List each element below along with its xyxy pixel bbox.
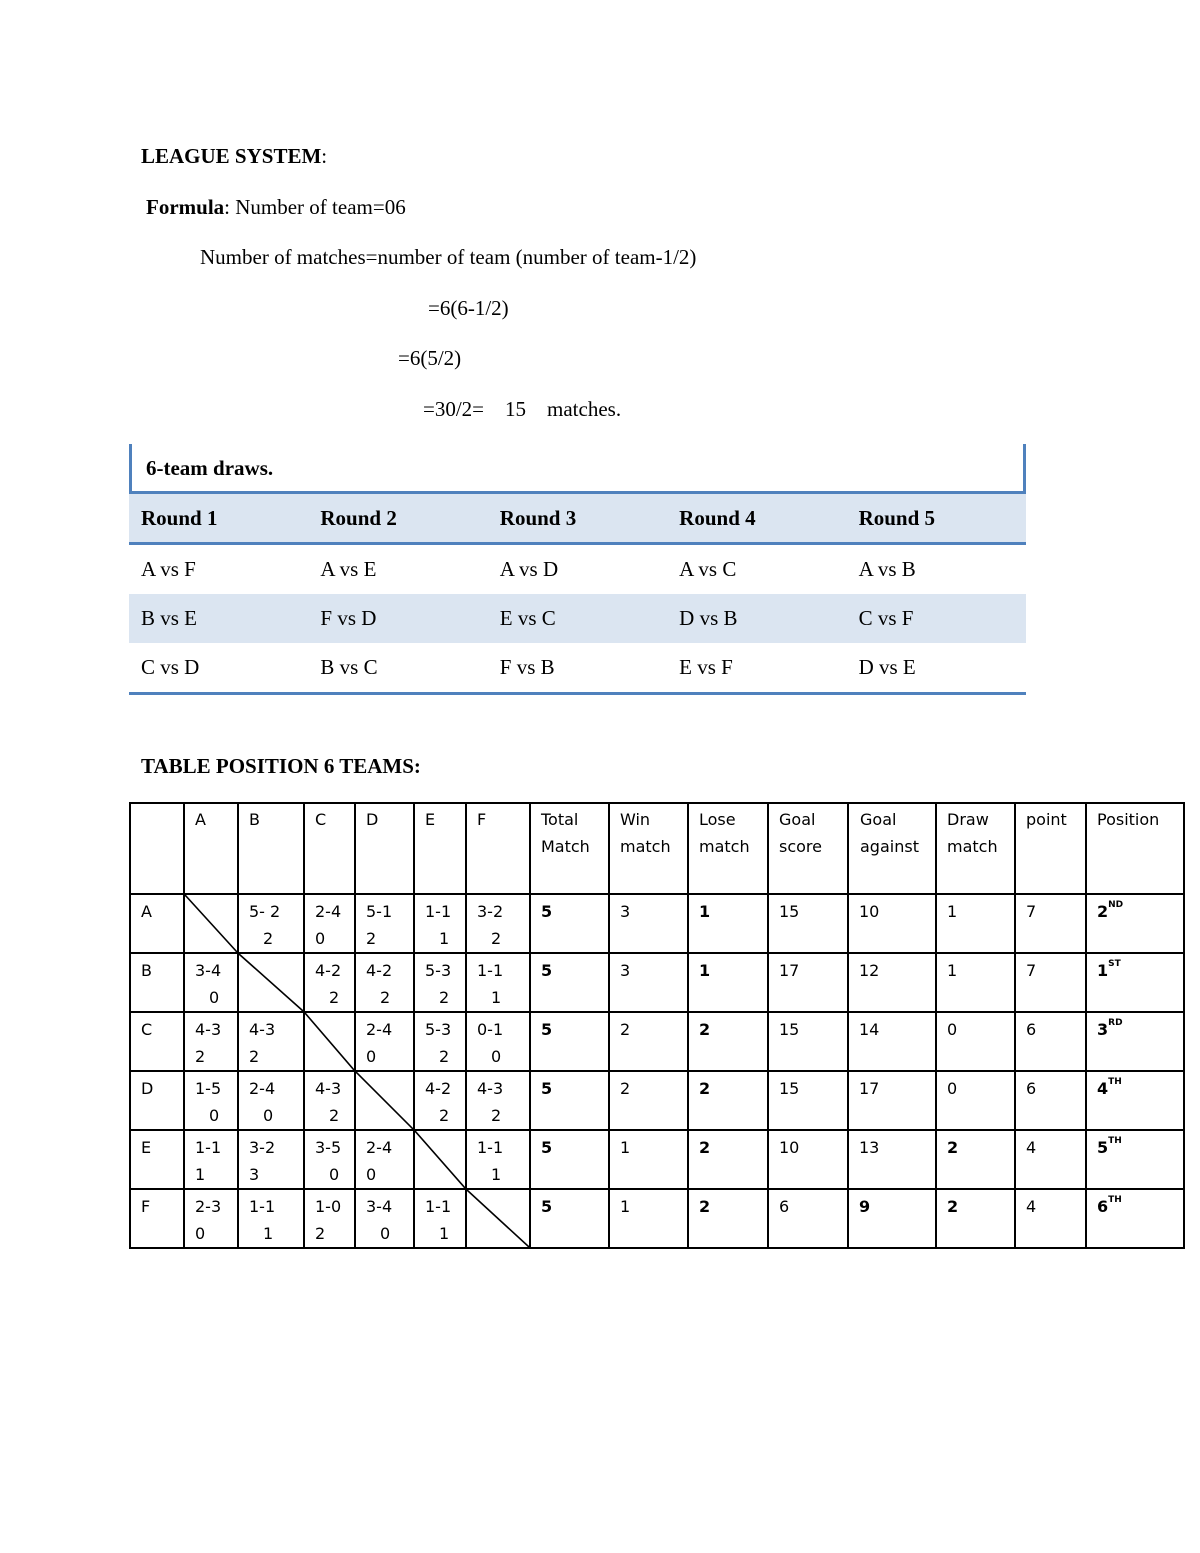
score-cell	[414, 894, 466, 953]
standings-header-cell: Win match	[609, 803, 688, 894]
stat-point: 7	[1015, 894, 1086, 953]
team-label: D	[130, 1071, 184, 1130]
score-result: 4-3	[195, 1020, 222, 1039]
standings-header-cell: point	[1015, 803, 1086, 894]
stat-total: 5	[530, 1012, 609, 1071]
stat-total: 5	[530, 1189, 609, 1248]
diagonal-cell	[355, 1071, 414, 1130]
score-result: 3-5	[315, 1138, 342, 1157]
score-points: 3	[249, 1165, 260, 1184]
stat-win: 1	[609, 1130, 688, 1189]
diagonal-cell	[238, 953, 304, 1012]
score-cell	[304, 894, 355, 953]
team-label: C	[130, 1012, 184, 1071]
score-cell	[355, 1189, 414, 1248]
draws-row	[129, 594, 1026, 643]
score-cell	[355, 1012, 414, 1071]
position-number: 2	[1097, 902, 1109, 921]
standings-header-cell: Goal score	[768, 803, 848, 894]
score-points: 0	[209, 1106, 220, 1125]
position-number: 4	[1097, 1079, 1109, 1098]
draws-cell: B vs E	[129, 594, 308, 643]
position-cell	[1086, 1071, 1184, 1130]
draws-header-row	[129, 494, 1026, 544]
stat-lose: 2	[688, 1012, 768, 1071]
score-result: 5-1	[366, 902, 393, 921]
score-cell	[414, 1071, 466, 1130]
stat-point: 6	[1015, 1012, 1086, 1071]
formula-line-4: =6(5/2)	[398, 346, 462, 370]
draws-cell: A vs F	[141, 557, 196, 581]
score-points: 0	[315, 929, 326, 948]
stat-draw: 2	[936, 1130, 1015, 1189]
stat-total: 5	[530, 1071, 609, 1130]
draws-cell: E vs F	[667, 643, 846, 694]
score-result: 3-4	[195, 961, 222, 980]
score-result: 4-3	[477, 1079, 504, 1098]
diagonal-cell	[304, 1012, 355, 1071]
score-cell	[466, 953, 530, 1012]
formula-line	[146, 195, 406, 219]
standings-row	[130, 1189, 1184, 1248]
stat-ga: 13	[848, 1130, 936, 1189]
draws-cell: B vs C	[308, 643, 487, 694]
standings-title: TABLE POSITION 6 TEAMS:	[141, 754, 421, 778]
score-result: 2-4	[366, 1020, 393, 1039]
draws-header-cell: Round 4	[667, 494, 846, 544]
score-cell	[304, 1189, 355, 1248]
standings-row	[130, 894, 1184, 953]
standings-header-cell: Total Match	[530, 803, 609, 894]
score-points: 2	[329, 988, 340, 1007]
standings-header-cell: F	[466, 803, 530, 894]
score-points: 2	[249, 1047, 260, 1066]
standings-row	[130, 953, 1184, 1012]
position-suffix: ND	[1108, 900, 1124, 910]
score-points: 2	[380, 988, 391, 1007]
score-result: 1-1	[477, 961, 504, 980]
heading-text: LEAGUE SYSTEM	[141, 144, 322, 168]
position-cell	[1086, 1130, 1184, 1189]
standings-header-cell: Draw match	[936, 803, 1015, 894]
score-result: 3-2	[477, 902, 504, 921]
score-result: 5-3	[425, 961, 452, 980]
stat-total: 5	[530, 953, 609, 1012]
score-points: 1	[195, 1165, 206, 1184]
stat-gs: 10	[768, 1130, 848, 1189]
standings-header-cell	[130, 803, 184, 894]
score-cell	[238, 894, 304, 953]
score-points: 2	[491, 929, 502, 948]
score-points: 2	[491, 1106, 502, 1125]
draws-cell: D vs B	[667, 594, 846, 643]
diagonal-line	[467, 1190, 529, 1247]
score-cell	[466, 1012, 530, 1071]
score-result: 1-1	[249, 1197, 276, 1216]
stat-lose: 1	[688, 894, 768, 953]
score-result: 4-3	[249, 1020, 276, 1039]
stat-point: 4	[1015, 1130, 1086, 1189]
stat-point: 4	[1015, 1189, 1086, 1248]
score-cell	[238, 1130, 304, 1189]
heading-colon: :	[321, 144, 328, 168]
score-points: 2	[263, 929, 274, 948]
stat-win: 1	[609, 1189, 688, 1248]
score-points: 2	[366, 929, 377, 948]
stat-ga: 17	[848, 1071, 936, 1130]
score-cell	[184, 1130, 238, 1189]
score-cell	[466, 1130, 530, 1189]
diagonal-line	[356, 1072, 413, 1129]
standings-header-cell: Position	[1086, 803, 1184, 894]
score-result: 3-2	[249, 1138, 276, 1157]
score-points: 2	[315, 1224, 326, 1243]
score-result: 2-4	[249, 1079, 276, 1098]
score-cell	[238, 1189, 304, 1248]
score-cell	[238, 1071, 304, 1130]
score-result: 2-4	[315, 902, 342, 921]
team-label: A	[130, 894, 184, 953]
draws-cell: A vs E	[320, 557, 377, 581]
team-label: E	[130, 1130, 184, 1189]
score-points: 0	[209, 988, 220, 1007]
score-points: 0	[380, 1224, 391, 1243]
score-cell	[304, 1071, 355, 1130]
score-cell	[304, 953, 355, 1012]
position-suffix: TH	[1108, 1136, 1122, 1146]
team-label: F	[130, 1189, 184, 1248]
stat-total: 5	[530, 1130, 609, 1189]
score-result: 0-1	[477, 1020, 504, 1039]
score-cell	[184, 1189, 238, 1248]
stat-draw: 0	[936, 1012, 1015, 1071]
diagonal-line	[185, 895, 237, 952]
score-points: 0	[366, 1047, 377, 1066]
score-points: 2	[195, 1047, 206, 1066]
score-result: 1-5	[195, 1079, 222, 1098]
formula-line-2: Number of matches=number of team (number of team-1/2)	[200, 245, 697, 269]
score-cell	[184, 1012, 238, 1071]
position-suffix: RD	[1108, 1018, 1123, 1028]
draws-cell: A vs D	[499, 557, 559, 581]
standings-header-cell: C	[304, 803, 355, 894]
draws-header-cell: Round 2	[308, 494, 487, 544]
formula-line-3: =6(6-1/2)	[428, 296, 509, 320]
standings-row	[130, 1012, 1184, 1071]
score-result: 4-3	[315, 1079, 342, 1098]
draws-header-cell: Round 1	[129, 494, 308, 544]
score-result: 4-2	[425, 1079, 452, 1098]
score-points: 2	[439, 988, 450, 1007]
stat-draw: 1	[936, 894, 1015, 953]
position-cell	[1086, 1189, 1184, 1248]
score-cell	[355, 1130, 414, 1189]
score-points: 2	[439, 1106, 450, 1125]
score-result: 1-0	[315, 1197, 342, 1216]
team-label: B	[130, 953, 184, 1012]
score-result: 5- 2	[249, 902, 281, 921]
draws-grid	[129, 494, 1026, 695]
stat-gs: 6	[768, 1189, 848, 1248]
stat-draw: 1	[936, 953, 1015, 1012]
stat-ga: 14	[848, 1012, 936, 1071]
stat-win: 2	[609, 1012, 688, 1071]
score-points: 1	[491, 988, 502, 1007]
draws-cell: A vs C	[679, 557, 737, 581]
stat-lose: 1	[688, 953, 768, 1012]
position-suffix: TH	[1108, 1195, 1122, 1205]
stat-total: 5	[530, 894, 609, 953]
score-result: 1-1	[477, 1138, 504, 1157]
stat-gs: 15	[768, 1071, 848, 1130]
stat-ga: 9	[848, 1189, 936, 1248]
position-number: 5	[1097, 1138, 1109, 1157]
score-cell	[414, 953, 466, 1012]
draws-title: 6-team draws.	[129, 444, 1026, 494]
position-cell	[1086, 953, 1184, 1012]
position-suffix: TH	[1108, 1077, 1122, 1087]
score-cell	[414, 1012, 466, 1071]
stat-ga: 12	[848, 953, 936, 1012]
standings-row	[130, 1130, 1184, 1189]
draws-cell: F vs D	[308, 594, 487, 643]
diagonal-line	[415, 1131, 465, 1188]
score-points: 0	[195, 1224, 206, 1243]
position-number: 3	[1097, 1020, 1109, 1039]
position-number: 6	[1097, 1197, 1109, 1216]
standings-table	[129, 802, 1185, 1249]
score-points: 1	[439, 1224, 450, 1243]
score-cell	[414, 1189, 466, 1248]
score-points: 2	[439, 1047, 450, 1066]
standings-header-cell: Lose match	[688, 803, 768, 894]
draws-cell: C vs F	[847, 594, 1026, 643]
diagonal-cell	[466, 1189, 530, 1248]
stat-gs: 17	[768, 953, 848, 1012]
stat-win: 3	[609, 953, 688, 1012]
stat-gs: 15	[768, 1012, 848, 1071]
draws-cell: E vs C	[488, 594, 667, 643]
diagonal-cell	[414, 1130, 466, 1189]
draws-cell: F vs B	[488, 643, 667, 694]
page-heading	[141, 144, 327, 168]
draws-header-cell: Round 5	[847, 494, 1026, 544]
stat-lose: 2	[688, 1071, 768, 1130]
score-points: 0	[263, 1106, 274, 1125]
score-cell	[466, 1071, 530, 1130]
position-suffix: ST	[1108, 959, 1121, 969]
draws-table	[129, 444, 1026, 695]
stat-win: 2	[609, 1071, 688, 1130]
draws-row	[129, 544, 1026, 595]
position-number: 1	[1097, 961, 1109, 980]
stat-lose: 2	[688, 1189, 768, 1248]
diagonal-line	[239, 954, 303, 1011]
score-result: 1-1	[425, 1197, 452, 1216]
stat-draw: 0	[936, 1071, 1015, 1130]
standings-header-row	[130, 803, 1184, 894]
diagonal-line	[305, 1013, 354, 1070]
score-points: 0	[491, 1047, 502, 1066]
position-cell	[1086, 1012, 1184, 1071]
draws-cell: D vs E	[847, 643, 1026, 694]
standings-row	[130, 1071, 1184, 1130]
stat-lose: 2	[688, 1130, 768, 1189]
standings-header-cell: E	[414, 803, 466, 894]
draws-cell: C vs D	[129, 643, 308, 694]
score-points: 1	[439, 929, 450, 948]
score-result: 3-4	[366, 1197, 393, 1216]
score-cell	[355, 894, 414, 953]
standings-header-cell: D	[355, 803, 414, 894]
score-points: 0	[329, 1165, 340, 1184]
score-points: 1	[491, 1165, 502, 1184]
stat-win: 3	[609, 894, 688, 953]
score-result: 2-3	[195, 1197, 222, 1216]
draws-row	[129, 643, 1026, 694]
standings-header-cell: Goal against	[848, 803, 936, 894]
score-cell	[304, 1130, 355, 1189]
score-result: 4-2	[366, 961, 393, 980]
score-points: 2	[329, 1106, 340, 1125]
diagonal-cell	[184, 894, 238, 953]
standings-header-cell: A	[184, 803, 238, 894]
score-result: 4-2	[315, 961, 342, 980]
score-result: 2-4	[366, 1138, 393, 1157]
draws-header-cell: Round 3	[488, 494, 667, 544]
formula-line-5: =30/2= 15 matches.	[423, 397, 622, 421]
score-result: 5-3	[425, 1020, 452, 1039]
score-cell	[184, 953, 238, 1012]
score-cell	[466, 894, 530, 953]
score-points: 0	[366, 1165, 377, 1184]
stat-draw: 2	[936, 1189, 1015, 1248]
position-cell	[1086, 894, 1184, 953]
score-cell	[355, 953, 414, 1012]
score-result: 1-1	[195, 1138, 222, 1157]
score-result: 1-1	[425, 902, 452, 921]
stat-point: 7	[1015, 953, 1086, 1012]
score-points: 1	[263, 1224, 274, 1243]
standings-header-cell: B	[238, 803, 304, 894]
score-cell	[184, 1071, 238, 1130]
score-cell	[238, 1012, 304, 1071]
stat-gs: 15	[768, 894, 848, 953]
formula-label: Formula	[146, 195, 225, 219]
stat-point: 6	[1015, 1071, 1086, 1130]
draws-cell: A vs B	[858, 557, 916, 581]
formula-text: : Number of team=06	[224, 195, 406, 219]
stat-ga: 10	[848, 894, 936, 953]
